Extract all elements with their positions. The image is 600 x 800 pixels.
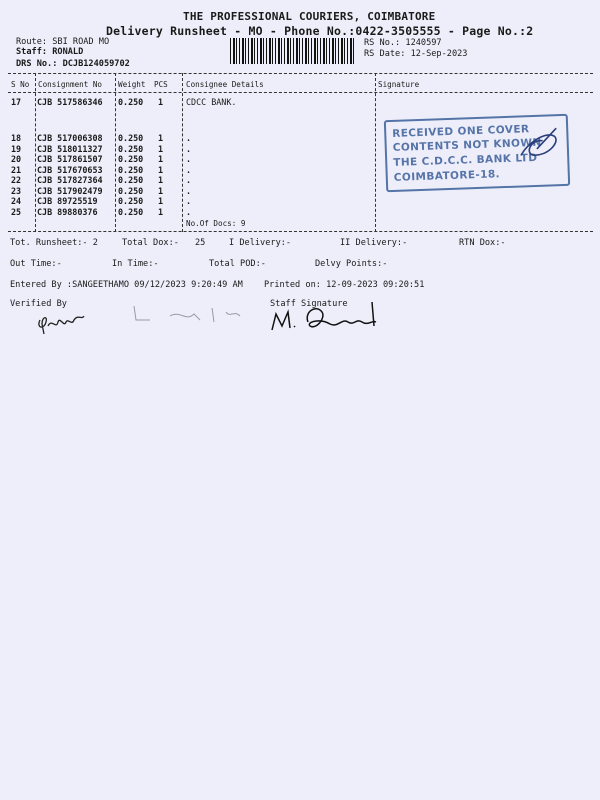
cell-weight: 0.250 xyxy=(118,154,144,164)
rs-number: RS No.: 1240597 xyxy=(364,38,442,48)
col-header-consignment: Consignment No xyxy=(38,80,103,89)
cell-pcs: 1 xyxy=(158,143,164,154)
cell-consignee: CDCC BANK. xyxy=(186,97,237,107)
stamp-line: CONTENTS NOT KNOWN xyxy=(392,136,542,154)
table-row xyxy=(0,97,600,107)
cell-weight: 0.250 xyxy=(118,175,144,185)
table-bottom-rule xyxy=(8,231,593,232)
cell-consignment: CJB 89880376 xyxy=(37,206,98,217)
cell-consignee: . xyxy=(186,133,192,143)
cell-consignment: CJB 517902479 xyxy=(37,185,103,196)
cell-consignee: . xyxy=(186,164,192,175)
cell-consignment: CJB 89725519 xyxy=(37,196,98,206)
faint-signature-mark xyxy=(130,302,260,328)
cell-consignee: . xyxy=(186,206,192,217)
stamp-signature-scribble xyxy=(516,124,561,166)
cell-pcs: 1 xyxy=(158,164,164,175)
cell-sno: 23 xyxy=(11,185,22,196)
cell-consignee: . xyxy=(186,154,192,164)
stamp-line: RECEIVED ONE COVER xyxy=(392,123,530,140)
cell-sno: 25 xyxy=(11,206,22,217)
cell-weight: 0.250 xyxy=(118,97,144,107)
barcode xyxy=(230,38,356,64)
total-pod: Total POD:- xyxy=(209,259,266,269)
total-runsheet: Tot. Runsheet:- 2 xyxy=(10,238,98,248)
cell-consignment: CJB 517827364 xyxy=(37,175,103,185)
table-header-row xyxy=(0,80,600,90)
drs-number: DRS No.: DCJB124059702 xyxy=(16,59,130,69)
cell-weight: 0.250 xyxy=(118,133,144,143)
staff-signature-label: Staff Signature xyxy=(270,299,348,309)
cell-sno: 17 xyxy=(11,97,22,107)
cell-consignee: . xyxy=(186,196,192,206)
table-row xyxy=(0,196,600,206)
cell-pcs: 1 xyxy=(158,206,164,217)
total-dox-value: 25 xyxy=(195,238,206,248)
table-row xyxy=(0,207,600,217)
col-header-sno: S No xyxy=(11,80,30,89)
cell-consignee: . xyxy=(186,185,192,196)
col-header-consignee: Consignee Details xyxy=(186,80,264,89)
cell-pcs: 1 xyxy=(158,154,164,164)
cell-weight: 0.250 xyxy=(118,185,144,196)
ii-delivery: II Delivery:- xyxy=(340,238,408,248)
staff-label: Staff: RONALD xyxy=(16,47,84,57)
route-label: Route: SBI ROAD MO xyxy=(16,37,110,47)
rs-date: RS Date: 12-Sep-2023 xyxy=(364,49,468,59)
cell-weight: 0.250 xyxy=(118,206,144,217)
table-top-rule xyxy=(8,73,593,74)
runsheet-subtitle: Delivery Runsheet - MO - Phone No.:0422-3505555 - Page No.:2 xyxy=(106,24,534,38)
col-header-signature: Signature xyxy=(378,80,420,89)
cell-pcs: 1 xyxy=(158,175,164,185)
total-dox-label: Total Dox:- xyxy=(122,238,179,248)
cell-pcs: 1 xyxy=(158,196,164,206)
entered-by: Entered By :SANGEETHAMO 09/12/2023 9:20:49 AM xyxy=(10,280,243,290)
table-header-rule xyxy=(8,92,593,93)
cell-sno: 22 xyxy=(11,175,22,185)
printed-on: Printed on: 12-09-2023 09:20:51 xyxy=(264,280,425,290)
cell-consignment: CJB 517586346 xyxy=(37,97,103,107)
cell-sno: 18 xyxy=(11,133,22,143)
cell-pcs: 1 xyxy=(158,133,164,143)
cell-consignee: . xyxy=(186,175,192,185)
cell-consignment: CJB 517006308 xyxy=(37,133,103,143)
cell-weight: 0.250 xyxy=(118,143,144,154)
stamp-line: COIMBATORE-18. xyxy=(393,168,501,184)
cell-sno: 19 xyxy=(11,143,22,154)
cell-sno: 24 xyxy=(11,196,22,206)
delvy-points: Delvy Points:- xyxy=(315,259,388,269)
cell-pcs: 1 xyxy=(158,97,164,107)
cell-weight: 0.250 xyxy=(118,196,144,206)
in-time: In Time:- xyxy=(112,259,159,269)
no-of-docs: No.Of Docs: 9 xyxy=(186,219,246,228)
rtn-dox: RTN Dox:- xyxy=(459,238,506,248)
verified-by-label: Verified By xyxy=(10,299,67,309)
bank-stamp xyxy=(384,114,570,192)
company-title: THE PROFESSIONAL COURIERS, COIMBATORE xyxy=(183,10,436,23)
cell-consignment: CJB 517670653 xyxy=(37,164,103,175)
col-header-pcs: PCS xyxy=(154,80,168,89)
cell-sno: 20 xyxy=(11,154,22,164)
stamp-line: THE C.D.C.C. BANK LTD xyxy=(393,151,538,169)
staff-signature xyxy=(268,300,393,336)
verifier-signature xyxy=(34,308,94,338)
i-delivery: I Delivery:- xyxy=(229,238,292,248)
col-header-weight: Weight xyxy=(118,80,146,89)
cell-weight: 0.250 xyxy=(118,164,144,175)
cell-pcs: 1 xyxy=(158,185,164,196)
cell-consignee: . xyxy=(186,143,192,154)
cell-consignment: CJB 518011327 xyxy=(37,143,103,154)
cell-consignment: CJB 517861507 xyxy=(37,154,103,164)
out-time: Out Time:- xyxy=(10,259,62,269)
cell-sno: 21 xyxy=(11,164,22,175)
